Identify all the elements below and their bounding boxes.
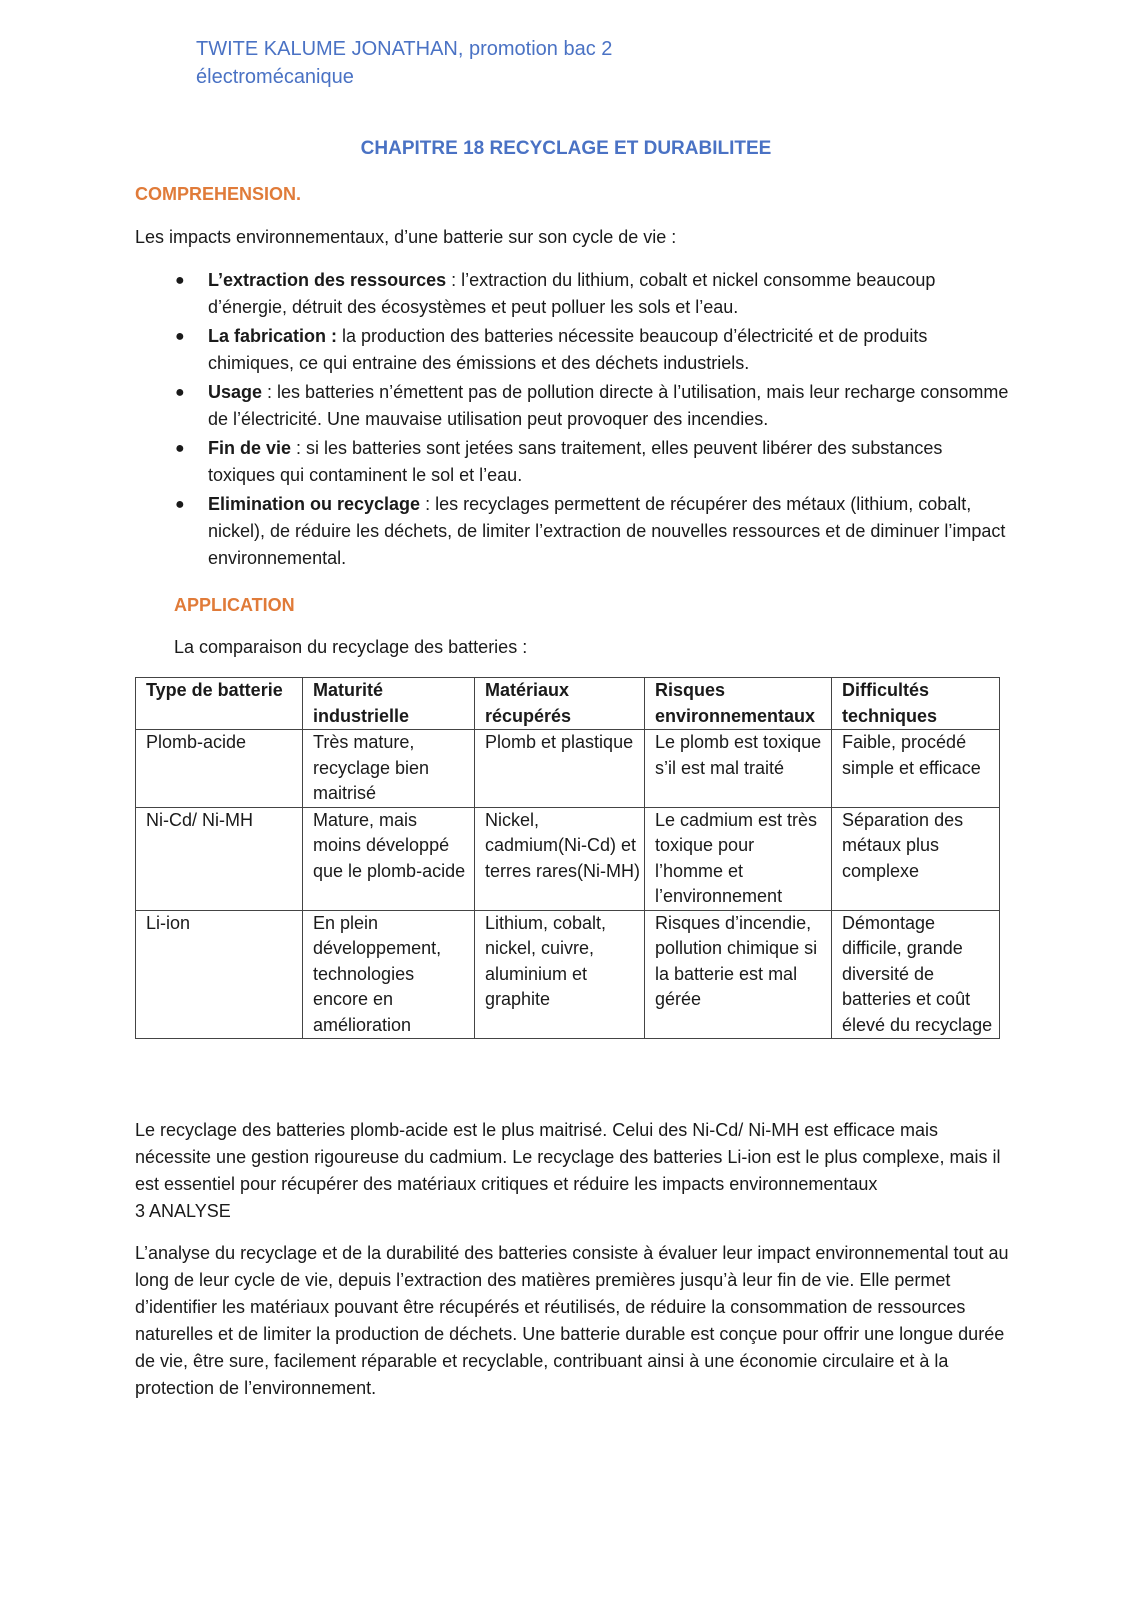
list-item <box>160 267 1010 321</box>
list-item-term: Elimination ou recyclage <box>208 494 421 514</box>
list-item-text: : si les batteries sont jetées sans traitement, elles peuvent libérer des substances toxiques qui contaminent le sol et l’eau. <box>208 438 943 485</box>
table-cell: Le plomb est toxique s’il est mal traité <box>645 730 832 808</box>
conclusion-paragraph <box>135 1117 1015 1225</box>
table-header-cell: Difficultés techniques <box>832 678 1000 730</box>
table-cell: Li-ion <box>136 910 303 1039</box>
bullet-icon: ● <box>175 272 185 289</box>
table-cell: En plein développement, technologies encore en amélioration <box>303 910 475 1039</box>
comparison-table <box>135 677 1000 1039</box>
table-cell: Séparation des métaux plus complexe <box>832 807 1000 910</box>
table-header-row <box>136 678 1000 730</box>
comprehension-heading: COMPREHENSION. <box>135 184 302 204</box>
bullet-icon: ● <box>175 328 185 345</box>
table-row <box>136 910 1000 1039</box>
comprehension-intro: Les impacts environnementaux, d’une batterie sur son cycle de vie : <box>135 227 677 247</box>
table-cell: Mature, mais moins développé que le plomb-acide <box>303 807 475 910</box>
author-block <box>196 35 716 91</box>
table-cell: Le cadmium est très toxique pour l’homme et l’environnement <box>645 807 832 910</box>
list-item-term: La fabrication : <box>208 326 338 346</box>
bullet-icon: ● <box>175 496 185 513</box>
bullet-icon: ● <box>175 384 185 401</box>
table-row <box>136 730 1000 808</box>
table-header-cell: Matériaux récupérés <box>475 678 645 730</box>
application-intro: La comparaison du recyclage des batteries : <box>174 637 528 657</box>
list-item <box>160 323 1010 377</box>
chapter-title: CHAPITRE 18 RECYCLAGE ET DURABILITEE <box>360 138 772 159</box>
table-cell: Lithium, cobalt, nickel, cuivre, aluminium et graphite <box>475 910 645 1039</box>
table-cell: Nickel, cadmium(Ni-Cd) et terres rares(Ni-MH) <box>475 807 645 910</box>
table-header-cell: Risques environnementaux <box>645 678 832 730</box>
table-cell: Démontage difficile, grande diversité de batteries et coût élevé du recyclage <box>832 910 1000 1039</box>
author-line-2: électromécanique <box>196 66 354 88</box>
list-item-term: Fin de vie <box>208 438 292 458</box>
list-item-text: : l’extraction du lithium, cobalt et nickel consomme beaucoup d’énergie, détruit des écosystèmes et peut polluer les sols et l’eau. <box>208 270 936 317</box>
table-cell: Très mature, recyclage bien maitrisé <box>303 730 475 808</box>
conclusion-text: Le recyclage des batteries plomb-acide est le plus maitrisé. Celui des Ni-Cd/ Ni-MH est efficace mais nécessite une gestion rigoureuse du cadmium. Le recyclage des batteries Li-ion est le plus complexe, mais il est essentiel pour récupérer des matériaux critiques et réduire les impacts environnementaux <box>135 1120 1001 1194</box>
table-cell: Plomb-acide <box>136 730 303 808</box>
table-row <box>136 807 1000 910</box>
author-line-1: TWITE KALUME JONATHAN, promotion bac 2 <box>196 38 613 60</box>
list-item-text: la production des batteries nécessite beaucoup d’électricité et de produits chimiques, ce qui entraine des émissions et des déchets industriels. <box>208 326 928 373</box>
list-item-term: L’extraction des ressources <box>208 270 447 290</box>
list-item-term: Usage <box>208 382 263 402</box>
analyse-heading: 3 ANALYSE <box>135 1201 231 1221</box>
table-header-cell: Type de batterie <box>136 678 303 730</box>
table-cell: Faible, procédé simple et efficace <box>832 730 1000 808</box>
analyse-paragraph: L’analyse du recyclage et de la durabilité des batteries consiste à évaluer leur impact environnemental tout au long de leur cycle de vie, depuis l’extraction des matières premières jusqu’à leur fin de vie. Elle permet d’identifier les matériaux pouvant être récupérés et réutilisés, de réduire la consommation de ressources naturelles et de limiter la production de déchets. Une batterie durable est conçue pour offrir une longue durée de vie, être sure, facilement réparable et recyclable, contribuant ainsi à une économie circulaire et à la protection de l’environnement. <box>135 1243 1009 1398</box>
list-item <box>160 379 1010 433</box>
list-item-text: : les batteries n’émettent pas de pollution directe à l’utilisation, mais leur recharge consomme de l’électricité. Une mauvaise utilisation peut provoquer des incendies. <box>208 382 1009 429</box>
list-item-text: : les recyclages permettent de récupérer des métaux (lithium, cobalt, nickel), de réduire les déchets, de limiter l’extraction de nouvelles ressources et de diminuer l’impact environnemental. <box>208 494 1006 568</box>
table-cell: Risques d’incendie, pollution chimique si la batterie est mal gérée <box>645 910 832 1039</box>
list-item <box>160 435 1010 489</box>
table-cell: Ni-Cd/ Ni-MH <box>136 807 303 910</box>
impact-list <box>160 267 1010 574</box>
table-header-cell: Maturité industrielle <box>303 678 475 730</box>
application-heading: APPLICATION <box>174 595 295 615</box>
table-cell: Plomb et plastique <box>475 730 645 808</box>
list-item <box>160 491 1010 572</box>
bullet-icon: ● <box>175 440 185 457</box>
